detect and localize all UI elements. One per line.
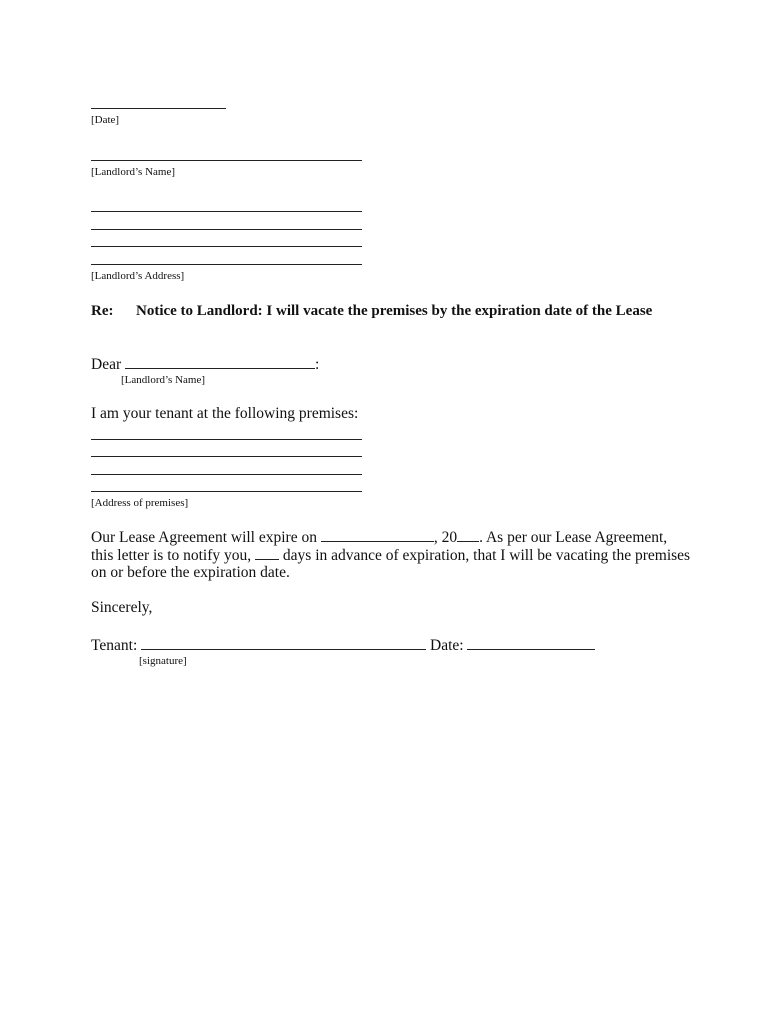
landlord-address-label: [Landlord’s Address] <box>91 270 185 282</box>
signature-date-blank[interactable] <box>467 636 595 650</box>
expiration-date-blank[interactable] <box>321 528 434 542</box>
body-line-2 <box>91 546 690 565</box>
salutation-name-blank[interactable] <box>125 355 315 369</box>
date-label-inline: Date: <box>430 637 464 654</box>
date-label: [Date] <box>91 114 120 126</box>
days-notice-blank[interactable] <box>255 546 279 560</box>
closing-sincerely: Sincerely, <box>91 599 153 616</box>
premises-label: [Address of premises] <box>91 497 189 509</box>
landlord-address-line-3[interactable] <box>91 246 362 247</box>
landlord-name-blank-line[interactable] <box>91 160 362 161</box>
body-line-1-mid: , 20 <box>433 529 458 546</box>
signature-row <box>91 636 595 655</box>
signature-label: [signature] <box>139 655 187 667</box>
date-blank-line[interactable] <box>91 108 226 109</box>
body-line-2-start: this letter is to notify you, <box>91 547 252 564</box>
body-line-2-end: days in advance of expiration, that I will be vacating the premises <box>282 547 691 564</box>
expiration-year-blank[interactable] <box>457 528 479 542</box>
tenant-label: Tenant: <box>91 637 138 654</box>
premises-line-4[interactable] <box>91 491 362 492</box>
re-prefix: Re: <box>91 303 114 319</box>
body-line-1-end: . As per our Lease Agreement, <box>479 529 668 546</box>
landlord-address-line-4[interactable] <box>91 264 362 265</box>
premises-line-1[interactable] <box>91 439 362 440</box>
premises-line-2[interactable] <box>91 456 362 457</box>
dear-text: Dear <box>91 356 122 373</box>
tenant-signature-blank[interactable] <box>141 636 426 650</box>
salutation-name-label: [Landlord’s Name] <box>121 374 205 386</box>
salutation-line <box>91 355 319 374</box>
landlord-address-line-2[interactable] <box>91 229 362 230</box>
premises-intro: I am your tenant at the following premises: <box>91 405 359 422</box>
salutation-colon: : <box>315 356 320 373</box>
landlord-address-line-1[interactable] <box>91 211 362 212</box>
body-line-1-start: Our Lease Agreement will expire on <box>91 529 317 546</box>
landlord-name-label: [Landlord’s Name] <box>91 166 175 178</box>
premises-line-3[interactable] <box>91 474 362 475</box>
body-line-3: on or before the expiration date. <box>91 564 290 581</box>
body-line-1 <box>91 528 667 547</box>
re-subject: Notice to Landlord: I will vacate the premises by the expiration date of the Lease <box>136 303 653 319</box>
